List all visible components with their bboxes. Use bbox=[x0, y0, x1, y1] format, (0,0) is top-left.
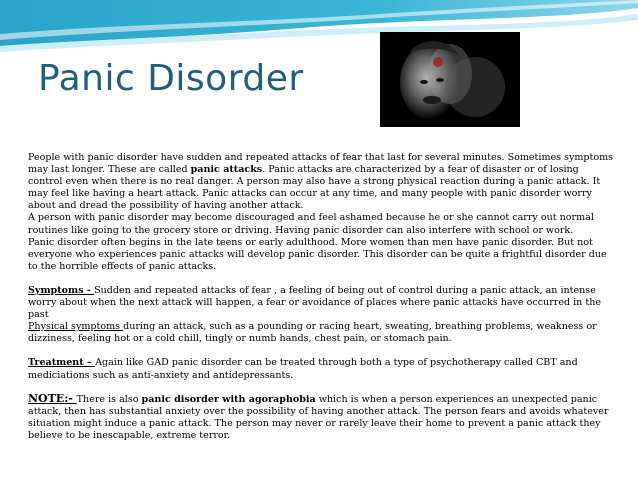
note-heading: NOTE:- bbox=[28, 391, 77, 405]
physical-symptoms-heading: Physical symptoms bbox=[28, 321, 124, 333]
intro-paragraph: People with panic disorder have sudden and repeated attacks of fear that last for several minutes. Sometimes symptoms may last longer. These are called panic attacks. Panic attacks are characterized by a fear of disaster or of losing control even when there is no real danger. A person may also have a strong physical reaction during a panic attack. It may feel like having a heart attack. Panic attacks can occur at any time, and many people with panic disorder worry about and dread the possibility of having another attack. bbox=[28, 152, 614, 212]
treatment-section: Treatment – Again like GAD panic disorder can be treated through both a type of psychotherapy called CBT and mediciations such as anti-anxiety and antidepressants. bbox=[28, 357, 578, 381]
symptoms-heading: Symptoms - bbox=[28, 284, 95, 296]
discouragement-paragraph: A person with panic disorder may become discouraged and feel ashamed because he or she cannot carry out normal routines like going to the grocery store or driving. Having panic disorder can also interfere with school or work. bbox=[28, 212, 594, 236]
document-body bbox=[28, 152, 614, 442]
distressed-face-photo bbox=[380, 32, 520, 127]
note-section: NOTE:- There is also panic disorder with agoraphobia which is when a person experiences an unexpected panic attack, then has substantial anxiety over the possibility of having another attack. The person fears and avoids whatever situation might induce a panic attack. The person may never or rarely leave their home to prevent a panic attack they believe to be inescapable, extreme terror. bbox=[28, 391, 609, 441]
distressed-face-icon bbox=[380, 32, 520, 127]
onset-paragraph: Panic disorder often begins in the late teens or early adulthood. More women than men have panic disorder. But not everyone who experiences panic attacks will develop panic disorder. This disorder can be quite a frightful disorder due to the horrible effects of panic attacks. bbox=[28, 236, 607, 272]
symptoms-section: Symptoms - Sudden and repeated attacks of fear , a feeling of being out of control during a panic attack, an intense worry about when the next attack will happen, a fear or avoidance of places where panic attacks have occurred in the past Physical symptoms during an attack, such as a pounding or racing heart, sweating, breathing problems, weakness or dizziness, feeling hot or a cold chill, tingly or numb hands, chest pain, or stomach pain. bbox=[28, 284, 601, 345]
page-title: Panic Disorder bbox=[38, 58, 304, 99]
treatment-heading: Treatment – bbox=[28, 357, 96, 369]
